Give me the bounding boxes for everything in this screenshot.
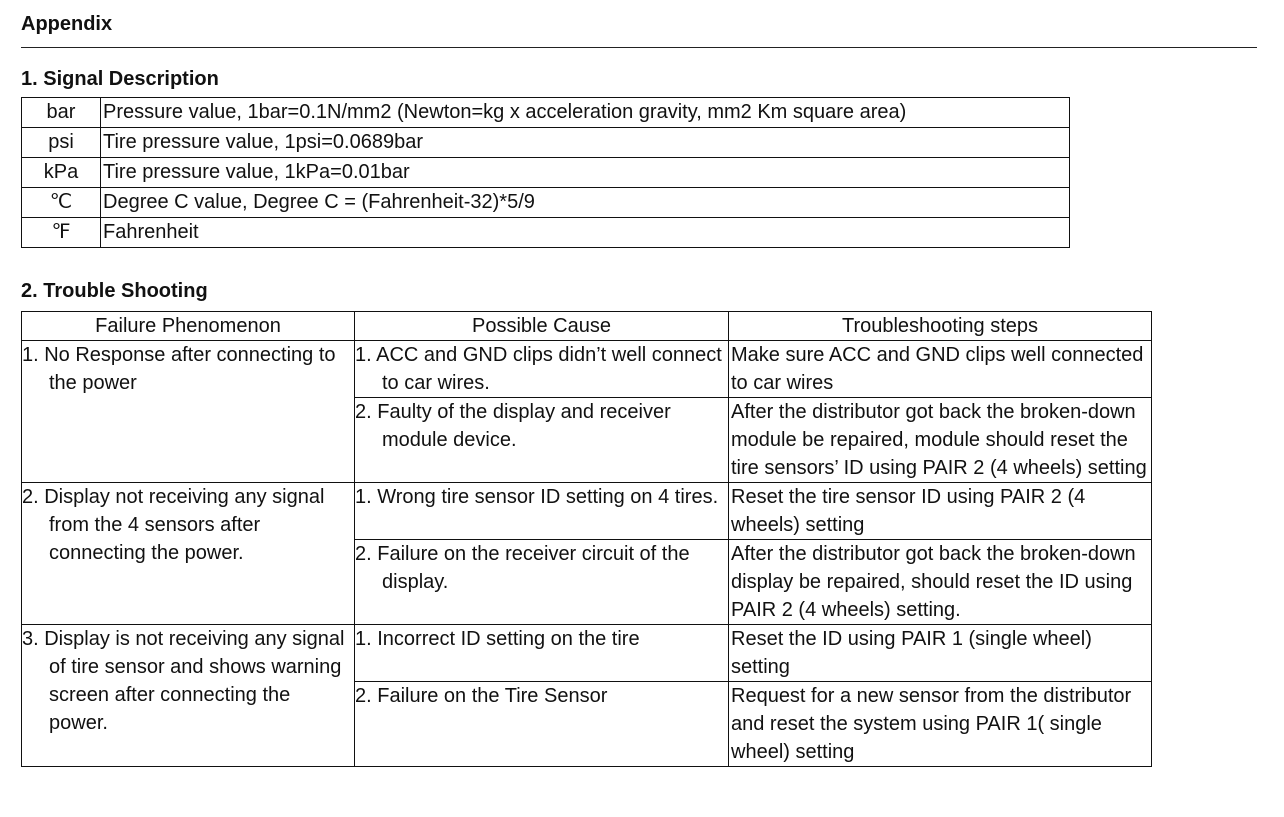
unit-cell: ℉ <box>22 218 101 248</box>
description-cell: Degree C value, Degree C = (Fahrenheit-32)*5/9 <box>101 188 1070 218</box>
troubleshooting-table <box>21 311 1152 767</box>
cause-cell: 2. Failure on the Tire Sensor <box>355 682 729 767</box>
header-divider <box>21 47 1257 48</box>
steps-cell: Request for a new sensor from the distributor and reset the system using PAIR 1( single wheel) setting <box>729 682 1152 767</box>
unit-cell: bar <box>22 98 101 128</box>
unit-cell: ℃ <box>22 188 101 218</box>
steps-cell: After the distributor got back the broken-down display be repaired, should reset the ID using PAIR 2 (4 wheels) setting. <box>729 540 1152 625</box>
table-row <box>22 218 1070 248</box>
cause-cell: 1. ACC and GND clips didn’t well connect to car wires. <box>355 341 729 398</box>
unit-cell: kPa <box>22 158 101 188</box>
cause-cell: 1. Incorrect ID setting on the tire <box>355 625 729 682</box>
description-cell: Fahrenheit <box>101 218 1070 248</box>
table-row <box>22 625 1152 682</box>
table-row <box>22 483 1152 540</box>
column-header-phenomenon: Failure Phenomenon <box>22 312 355 341</box>
steps-cell: Reset the ID using PAIR 1 (single wheel) setting <box>729 625 1152 682</box>
column-header-cause: Possible Cause <box>355 312 729 341</box>
cause-cell: 2. Failure on the receiver circuit of the display. <box>355 540 729 625</box>
trouble-section-title: 2. Trouble Shooting <box>21 280 208 302</box>
table-row <box>22 341 1152 398</box>
cause-cell: 2. Faulty of the display and receiver module device. <box>355 398 729 483</box>
signal-section-title: 1. Signal Description <box>21 68 219 90</box>
unit-cell: psi <box>22 128 101 158</box>
table-header-row <box>22 312 1152 341</box>
table-row <box>22 158 1070 188</box>
table-row <box>22 128 1070 158</box>
description-cell: Tire pressure value, 1psi=0.0689bar <box>101 128 1070 158</box>
column-header-steps: Troubleshooting steps <box>729 312 1152 341</box>
steps-cell: After the distributor got back the broken-down module be repaired, module should reset the tire sensors’ ID using PAIR 2 (4 wheels) setting <box>729 398 1152 483</box>
steps-cell: Reset the tire sensor ID using PAIR 2 (4 wheels) setting <box>729 483 1152 540</box>
phenomenon-cell: 2. Display not receiving any signal from the 4 sensors after connecting the power. <box>22 483 355 625</box>
description-cell: Pressure value, 1bar=0.1N/mm2 (Newton=kg x acceleration gravity, mm2 Km square area) <box>101 98 1070 128</box>
table-row <box>22 188 1070 218</box>
steps-cell: Make sure ACC and GND clips well connected to car wires <box>729 341 1152 398</box>
phenomenon-cell: 1. No Response after connecting to the power <box>22 341 355 483</box>
phenomenon-cell: 3. Display is not receiving any signal of tire sensor and shows warning screen after connecting the power. <box>22 625 355 767</box>
table-row <box>22 98 1070 128</box>
description-cell: Tire pressure value, 1kPa=0.01bar <box>101 158 1070 188</box>
page-title: Appendix <box>21 13 113 35</box>
cause-cell: 1. Wrong tire sensor ID setting on 4 tires. <box>355 483 729 540</box>
signal-description-table <box>21 97 1070 248</box>
